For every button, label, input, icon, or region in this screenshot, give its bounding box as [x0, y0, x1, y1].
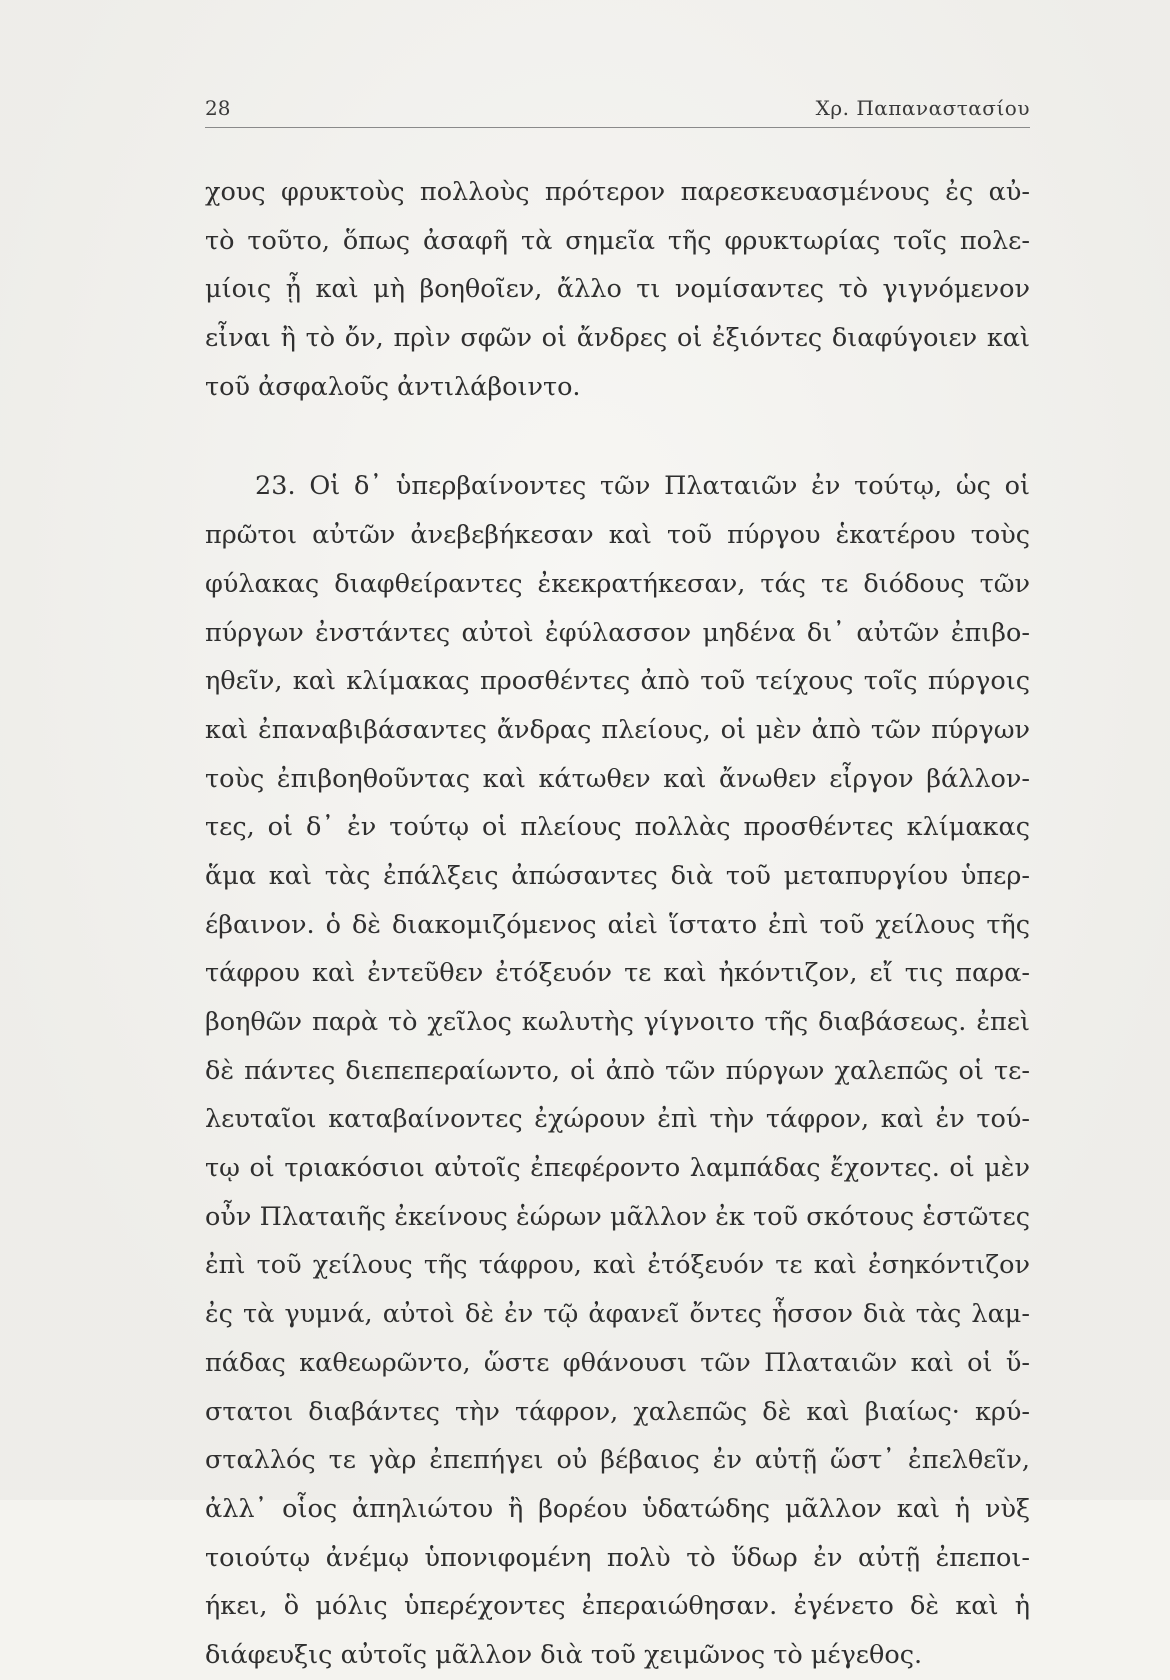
text-line: μίοις ᾖ καὶ μὴ βοηθοῖεν, ἄλλο τι νομίσαντες τὸ γιγνόμενον [205, 274, 1030, 305]
running-head: Χρ. Παπαναστασίου [815, 96, 1030, 120]
text-line: ηθεῖν, καὶ κλίμακας προσθέντες ἀπὸ τοῦ τείχους τοῖς πύργοις [205, 666, 1030, 697]
paragraph-2 [205, 462, 1030, 1679]
text-line: τάφρου καὶ ἐντεῦθεν ἐτόξευόν τε καὶ ἠκόντιζον, εἴ τις παρα- [205, 958, 1030, 989]
paragraph-gap [205, 411, 1030, 462]
header-rule [205, 127, 1030, 128]
first-line-text: Οἱ δ᾽ ὑπερβαίνοντες τῶν Πλαταιῶν ἐν τούτῳ, ὡς οἱ [309, 471, 1031, 502]
body-text [205, 168, 1030, 1680]
page-number: 28 [205, 96, 231, 120]
text-line: βοηθῶν παρὰ τὸ χεῖλος κωλυτὴς γίγνοιτο τῆς διαβάσεως. ἐπεὶ [205, 1007, 1030, 1037]
text-line: ήκει, ὃ μόλις ὑπερέχοντες ἐπεραιώθησαν. ἐγένετο δὲ καὶ ἡ [205, 1591, 1030, 1622]
text-line: πρῶτοι αὐτῶν ἀνεβεβήκεσαν καὶ τοῦ πύργου ἑκατέρου τοὺς [205, 520, 1030, 551]
text-line: δὲ πάντες διεπεπεραίωντο, οἱ ἀπὸ τῶν πύργων χαλεπῶς οἱ τε- [205, 1055, 1030, 1086]
text-line: ἐπὶ τοῦ χείλους τῆς τάφρου, καὶ ἐτόξευόν τε καὶ ἐσηκόντιζον [205, 1250, 1030, 1281]
text-line: τοὺς ἐπιβοηθοῦντας καὶ κάτωθεν καὶ ἄνωθεν εἶργον βάλλον- [205, 763, 1030, 794]
text-line: εἶναι ἢ τὸ ὄν, πρὶν σφῶν οἱ ἄνδρες οἱ ἐξιόντες διαφύγοιεν καὶ [205, 323, 1030, 354]
text-line: έβαινον. ὁ δὲ διακομιζόμενος αἰεὶ ἵστατο ἐπὶ τοῦ χείλους τῆς [205, 909, 1030, 940]
text-line: πάδας καθεωρῶντο, ὥστε φθάνουσι τῶν Πλαταιῶν καὶ οἱ ὕ- [205, 1347, 1030, 1378]
text-line: χους φρυκτοὺς πολλοὺς πρότερον παρεσκευασμένους ἐς αὐ- [205, 177, 1030, 207]
text-line: τὸ τοῦτο, ὅπως ἀσαφῆ τὰ σημεῖα τῆς φρυκτωρίας τοῖς πολε- [205, 225, 1030, 256]
page-header [205, 96, 1030, 124]
text-line: πύργων ἐνστάντες αὐτοὶ ἐφύλασσον μηδένα δι᾽ αὐτῶν ἐπιβο- [205, 617, 1030, 648]
text-line: ἀλλ᾽ οἷος ἀπηλιώτου ἢ βορέου ὑδατώδης μᾶλλον καὶ ἡ νὺξ [205, 1493, 1030, 1524]
text-line: φύλακας διαφθείραντες ἐκεκρατήκεσαν, τάς τε διόδους τῶν [205, 568, 1030, 599]
text-line: στατοι διαβάντες τὴν τάφρον, χαλεπῶς δὲ καὶ βιαίως· κρύ- [205, 1396, 1030, 1427]
text-line: τοῦ ἀσφαλοῦς ἀντιλάβοιντο. [205, 371, 581, 402]
text-line: τοιούτῳ ἀνέμῳ ὑπονιφομένη πολὺ τὸ ὕδωρ ἐν αὐτῇ ἐπεποι- [205, 1542, 1030, 1573]
text-line: λευταῖοι καταβαίνοντες ἐχώρουν ἐπὶ τὴν τάφρον, καὶ ἐν τού- [205, 1104, 1030, 1135]
text-line: ἅμα καὶ τὰς ἐπάλξεις ἀπώσαντες διὰ τοῦ μεταπυργίου ὑπερ- [205, 860, 1030, 891]
text-line: οὖν Πλαταιῆς ἐκείνους ἑώρων μᾶλλον ἐκ τοῦ σκότους ἑστῶτες [205, 1201, 1030, 1232]
paragraph-1 [205, 168, 1030, 411]
text-line-first [205, 462, 1030, 511]
text-line: διάφευξις αὐτοῖς μᾶλλον διὰ τοῦ χειμῶνος τὸ μέγεθος. [205, 1639, 923, 1670]
text-line: ἐς τὰ γυμνά, αὐτοὶ δὲ ἐν τῷ ἀφανεῖ ὄντες ἧσσον διὰ τὰς λαμ- [205, 1299, 1030, 1330]
text-line: τες, οἱ δ᾽ ἐν τούτῳ οἱ πλείους πολλὰς προσθέντες κλίμακας [205, 812, 1030, 843]
text-line: καὶ ἐπαναβιβάσαντες ἄνδρας πλείους, οἱ μὲν ἀπὸ τῶν πύργων [205, 714, 1030, 745]
text-line: σταλλός τε γὰρ ἐπεπήγει οὐ βέβαιος ἐν αὐτῇ ὥστ᾽ ἐπελθεῖν, [205, 1445, 1030, 1476]
text-line: τῳ οἱ τριακόσιοι αὐτοῖς ἐπεφέροντο λαμπάδας ἔχοντες. οἱ μὲν [205, 1153, 1030, 1184]
section-number: 23. [255, 471, 296, 502]
